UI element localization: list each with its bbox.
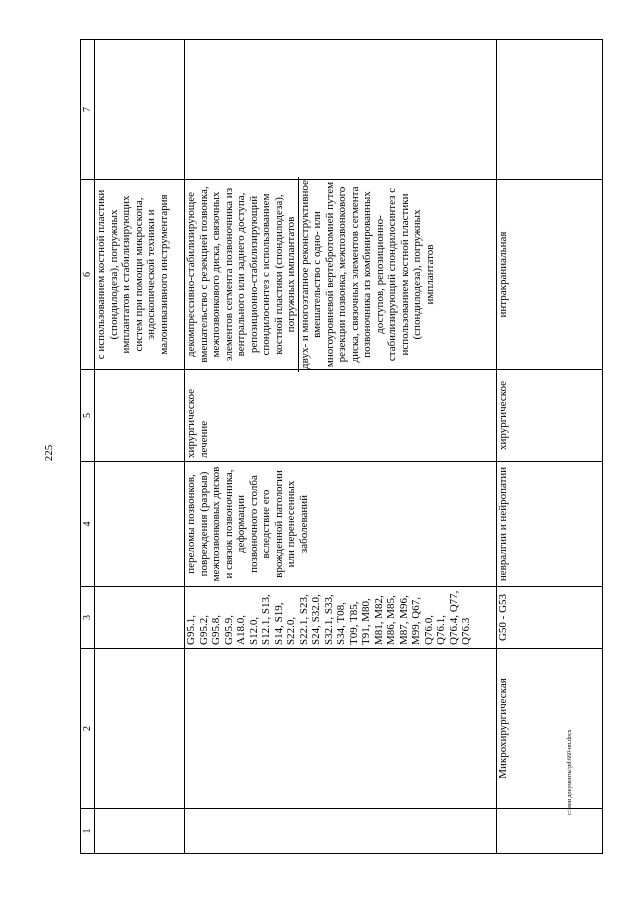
method-text-b: двух- и многоэтапное реконструктивное вмешательство с одно- или многоуровневой вертебротомией путем резекции позвонка, межпозвонкового диска, связочных элементов сегмента позвоночника из комбинированных доступов, репозиционно-стабилизирующий спондилосинтез с использованием костной пластики (спондилодеза), погружных имплантатов (298, 177, 437, 372)
method-cell: с использованием костной пластики (спондилодеза), погружных имплантатов и стабилизирующих систем при помощи микроскопа, эндоскопической техники и малоинвазивного инструментария (95, 180, 185, 370)
column-header-3: 3 (81, 587, 95, 649)
procedures-table (80, 40, 602, 854)
method-cell (185, 180, 497, 370)
method-cell: интракраниальная (497, 180, 603, 370)
column-header-2: 2 (81, 649, 95, 809)
profile-cell: Микрохирургическая (497, 649, 603, 809)
diagnosis-cell: невралгии и нейропатии (497, 462, 603, 587)
method-text-a: декомпрессивно-стабилизирующее вмешательство с резекцией позвонка, межпозвонкового диска, связочных элементов сегмента позвоночника из вентрального или заднего доступа, репозиционно-стабилизирующий спондилосинтез с использованием костной пластики (спондилодеза), погружных имплантатов (185, 186, 297, 363)
table-row-continued (95, 40, 185, 854)
table-row-main (185, 40, 497, 854)
icd-codes-cell: G95.1, G95.2, G95.8, G95.9, A18.0, S12.0, S12.1, S13, S14, S19, S22.0, S22.1, S23, S24, S32.0, S32.1, S33, S34, T08, T09, T85, T91, M80, M81, M82, M86, M85, M87, M96, M99, Q67, Q76.0, Q76.1, Q76.4, Q77, Q76.3 (185, 587, 497, 649)
table-row-last (497, 40, 603, 854)
column-header-7: 7 (81, 40, 95, 180)
column-header-6: 6 (81, 180, 95, 370)
column-header-1: 1 (81, 809, 95, 854)
column-header-row (81, 40, 95, 854)
treatment-type-cell: хирургическое лечение (185, 370, 497, 462)
diagnosis-cell: переломы позвонков, повреждения (разрыв) межпозвонковых дисков и связок позвоночника, деформации позвоночного столба вследствие его врожденной патологии или перенесенных заболеваний (185, 462, 497, 587)
icd-codes-cell: G50 - G53 (497, 587, 603, 649)
treatment-type-cell: хирургическое (497, 370, 603, 462)
page-number: 225 (43, 444, 55, 462)
footer-file-path: c:\мои документы\pd\660-нп.docx (567, 729, 573, 815)
column-header-4: 4 (81, 462, 95, 587)
column-header-5: 5 (81, 370, 95, 462)
